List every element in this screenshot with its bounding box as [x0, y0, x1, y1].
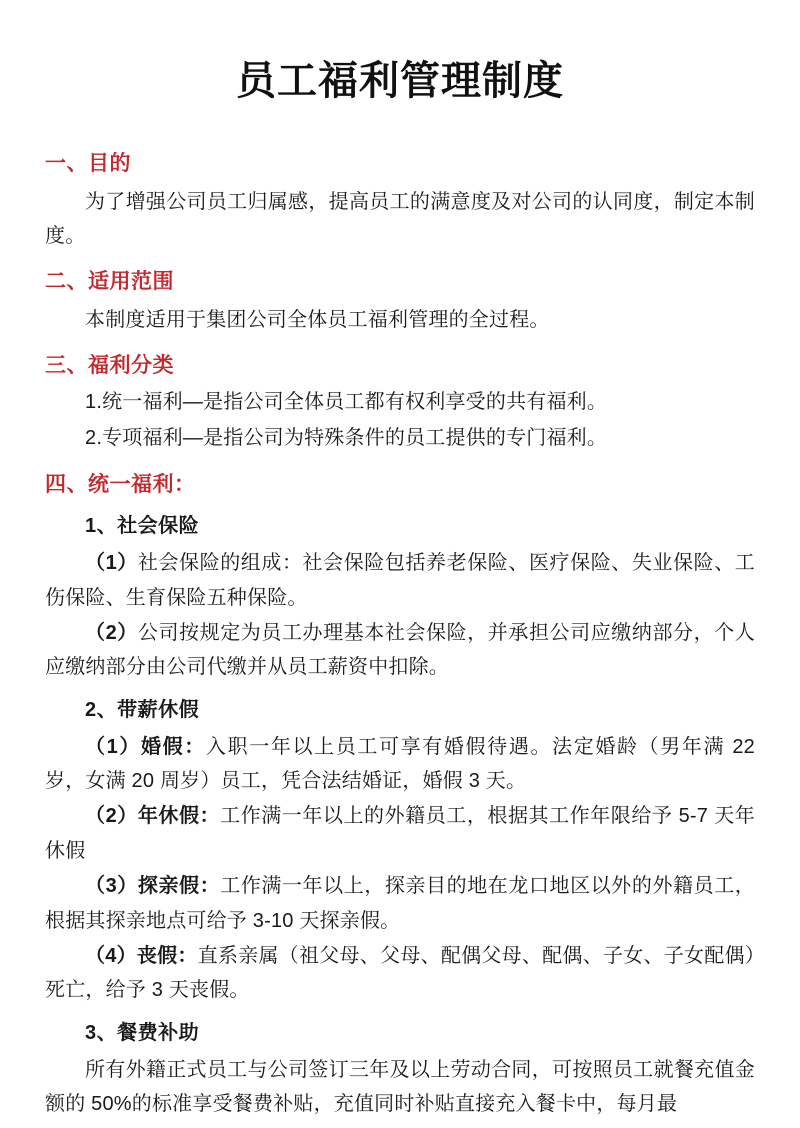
clause-lead: （3）探亲假：	[85, 875, 221, 898]
paragraph-scope: 本制度适用于集团公司全体员工福利管理的全过程。	[85, 308, 550, 331]
paragraph-purpose: 为了增强公司员工归属感，提高员工的满意度及对公司的认同度，制定本制度。	[45, 190, 755, 247]
clause-lead: （1）婚假：	[85, 735, 206, 758]
clause-body: 所有外籍正式员工与公司签订三年及以上劳动合同，可按照员工就餐充值金额的 50%的标准享受餐费补贴，充值同时补贴直接充入餐卡中，每月最	[45, 1058, 755, 1116]
clause-meal-allowance	[45, 1053, 755, 1122]
list-item-uniform-benefit: 1.统一福利—是指公司全体员工都有权利享受的共有福利。	[85, 390, 608, 413]
clause-body: 工作满一年以上的外籍员工，根据其工作年限给予 5-7 天年休假	[45, 805, 755, 862]
clause-bereavement-leave	[45, 939, 755, 1008]
clause-social-insurance-payment	[45, 616, 755, 685]
clause-lead: （1）	[85, 552, 138, 575]
list-item-special-benefit: 2.专项福利—是指公司为特殊条件的员工提供的专门福利。	[85, 427, 608, 450]
clause-lead: （2）	[85, 621, 138, 644]
clause-body: 社会保险的组成：社会保险包括养老保险、医疗保险、失业保险、工伤保险、生育保险五种保险。	[45, 552, 755, 609]
clause-social-insurance-composition	[45, 546, 755, 615]
clause-lead: （4）丧假：	[85, 945, 198, 968]
page-title: 员工福利管理制度	[236, 59, 564, 103]
clause-body: 直系亲属（祖父母、父母、配偶父母、配偶、子女、子女配偶）死亡，给予 3 天丧假。	[45, 945, 755, 1002]
clause-body: 入职一年以上员工可享有婚假待遇。法定婚龄（男年满 22 岁，女满 20 周岁）员工，凭合法结婚证，婚假 3 天。	[45, 735, 756, 793]
section-heading-scope: 二、适用范围	[45, 270, 174, 294]
clause-lead: （2）年休假：	[85, 805, 221, 828]
subsection-heading-social-insurance: 1、社会保险	[85, 515, 200, 538]
clause-home-visit-leave	[45, 869, 755, 938]
clause-body: 公司按规定为员工办理基本社会保险，并承担公司应缴纳部分，个人应缴纳部分由公司代缴并从员工薪资中扣除。	[45, 621, 755, 679]
section-heading-uniform-benefits: 四、统一福利：	[45, 472, 196, 496]
section-heading-benefit-categories: 三、福利分类	[45, 354, 174, 378]
subsection-heading-paid-leave: 2、带薪休假	[85, 698, 200, 721]
section-heading-purpose: 一、目的	[45, 152, 131, 175]
subsection-heading-meal-allowance: 3、餐费补助	[85, 1021, 200, 1044]
clause-annual-leave	[45, 799, 755, 868]
clause-marriage-leave	[45, 730, 755, 799]
clause-body: 工作满一年以上，探亲目的地在龙口地区以外的外籍员工，根据其探亲地点可给予 3-10 天探亲假。	[45, 875, 756, 932]
